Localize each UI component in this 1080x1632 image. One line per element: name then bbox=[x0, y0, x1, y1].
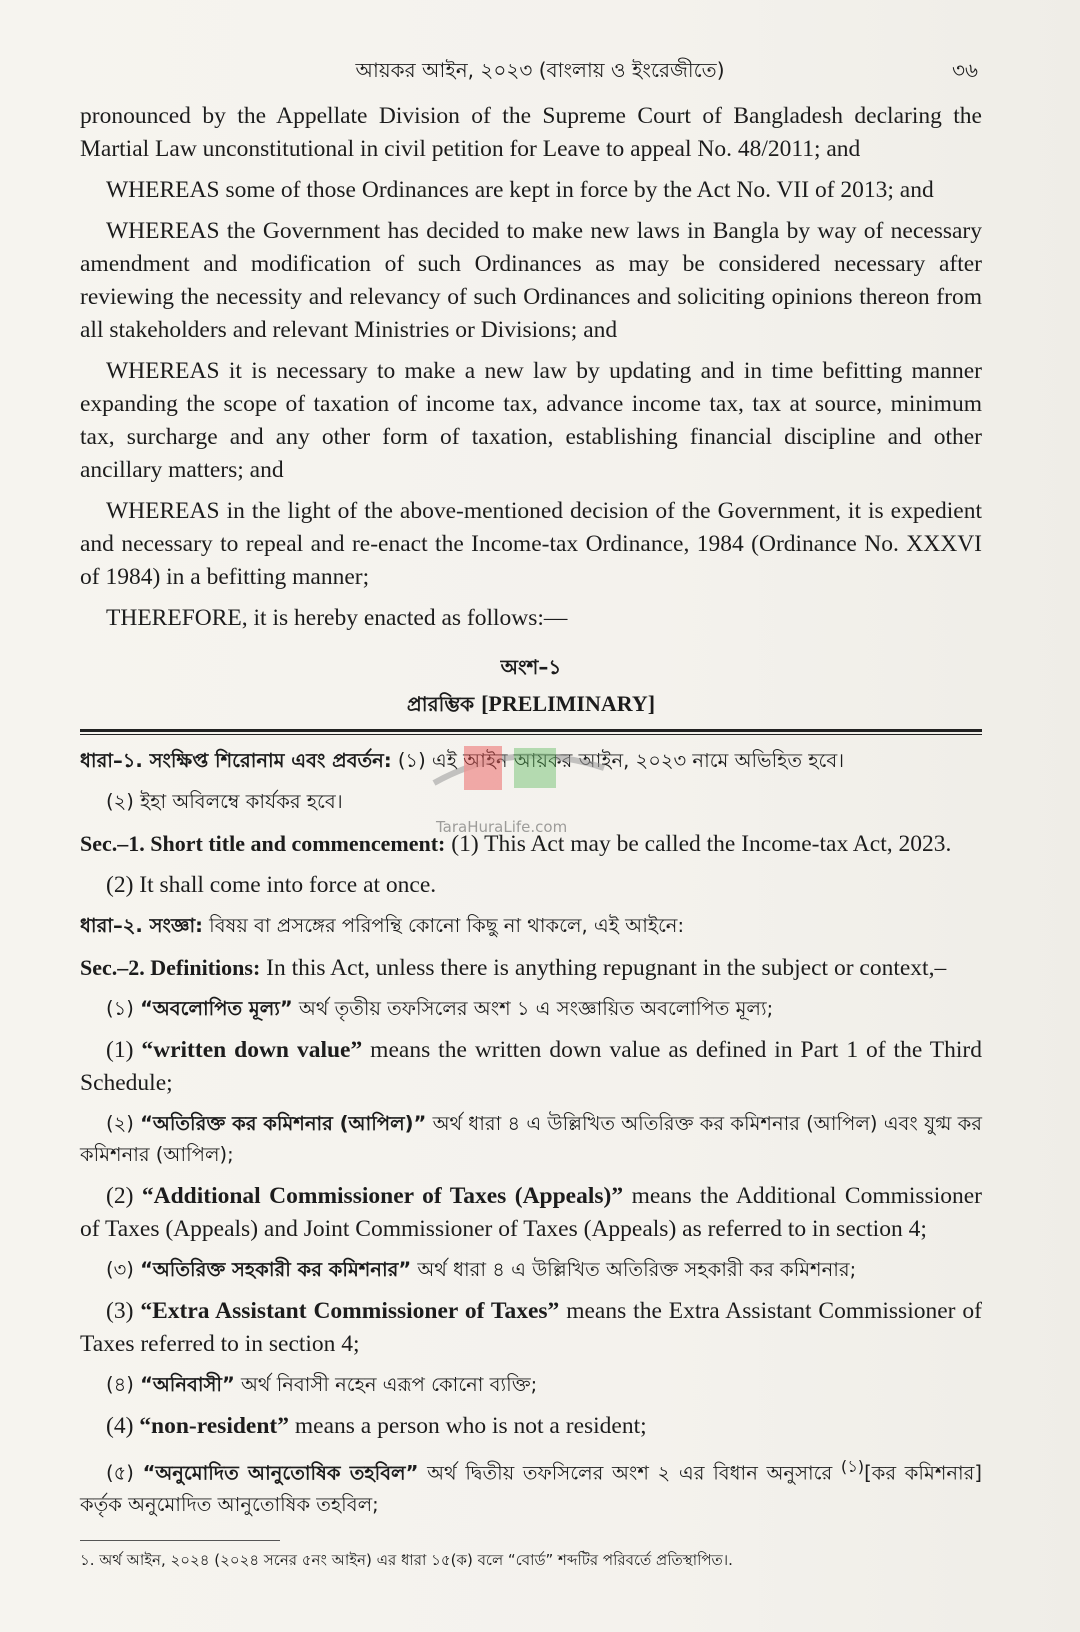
definition-text: অর্থ তৃতীয় তফসিলের অংশ ১ এ সংজ্ঞায়িত অবলোপিত মূল্য; bbox=[292, 997, 774, 1020]
section-2-en bbox=[80, 951, 982, 985]
definition-4-en bbox=[80, 1410, 982, 1443]
footnote-marker: (১) bbox=[840, 1457, 865, 1476]
footnote: ১. অর্থ আইন, ২০২৪ (২০২৪ সনের ৫নং আইন) এর ধারা ১৫(ক) বলে “বোর্ড” শব্দটির পরিবর্তে প্রতিস্থাপিত।. bbox=[80, 1550, 733, 1569]
definition-number: (৩) bbox=[106, 1258, 141, 1281]
definition-number: (২) bbox=[106, 1112, 141, 1135]
definition-number: (4) bbox=[106, 1413, 140, 1439]
definition-number: (3) bbox=[106, 1298, 141, 1324]
definition-term: “অনুমোদিত আনুতোষিক তহবিল” bbox=[142, 1461, 419, 1485]
preamble-paragraph-2: WHEREAS some of those Ordinances are kept in force by the Act No. VII of 2013; and bbox=[106, 177, 934, 203]
section-1-bn-sub2: (২) ইহা অবিলম্বে কার্যকর হবে। bbox=[106, 790, 343, 813]
definition-number: (2) bbox=[106, 1183, 142, 1209]
definition-text: অর্থ ধারা ৪ এ উল্লিখিত অতিরিক্ত সহকারী কর কমিশনার; bbox=[411, 1258, 857, 1281]
amended-text: [কর কমিশনার] bbox=[864, 1461, 983, 1485]
watermark-red-block-icon bbox=[464, 746, 502, 790]
definition-text: অর্থ ধারা ৪ এ উল্লিখিত অতিরিক্ত কর কমিশনার (আপিল) এবং যুগ্ম কর কমিশনার (আপিল); bbox=[80, 1112, 982, 1166]
enacting-clause: THEREFORE, it is hereby enacted as follows:— bbox=[106, 605, 568, 631]
section-1-bn-text: (১) এই আইন আয়কর আইন, ২০২৩ নামে অভিহিত হবে। bbox=[391, 749, 845, 772]
definition-1-en bbox=[80, 1034, 982, 1100]
section-1-en-heading: Sec.–1. Short title and commencement: bbox=[80, 831, 446, 856]
definition-term: “অতিরিক্ত কর কমিশনার (আপিল)” bbox=[140, 1112, 427, 1135]
definition-3-en bbox=[80, 1295, 982, 1361]
definition-4-bn bbox=[80, 1369, 982, 1400]
section-1-en-text: (1) This Act may be called the Income-tax Act, 2023. bbox=[445, 831, 952, 857]
section-2-bn-heading: ধারা–২. সংজ্ঞা: bbox=[80, 914, 203, 937]
watermark-green-block-icon bbox=[514, 748, 556, 788]
definition-text: অর্থ দ্বিতীয় তফসিলের অংশ ২ এর বিধান অনুসারে bbox=[418, 1461, 841, 1485]
definition-term: “non-resident” bbox=[139, 1413, 290, 1439]
definition-number: (১) bbox=[106, 997, 141, 1020]
definition-term: “অতিরিক্ত সহকারী কর কমিশনার” bbox=[140, 1258, 412, 1281]
section-2-en-text: In this Act, unless there is anything repugnant in the subject or context,– bbox=[260, 955, 947, 981]
definition-2-en bbox=[80, 1180, 982, 1246]
definition-5-bn bbox=[80, 1451, 982, 1520]
part-number: অংশ–১ bbox=[500, 655, 562, 679]
definition-term: “অবলোপিত মূল্য” bbox=[140, 997, 293, 1020]
definition-term: “Extra Assistant Commissioner of Taxes” bbox=[140, 1298, 560, 1324]
preamble-paragraph-1: pronounced by the Appellate Division of the Supreme Court of Bangladesh declaring the Martial Law unconstitutional in civil petition for Leave to appeal No. 48/2011; and bbox=[80, 103, 982, 162]
definition-text: অর্থ নিবাসী নহেন এরূপ কোনো ব্যক্তি; bbox=[234, 1373, 538, 1396]
definition-text: means the Extra Assistant Commissioner of Taxes referred to in section 4; bbox=[80, 1298, 982, 1357]
part-title-bn: প্রারম্ভিক bbox=[406, 692, 475, 716]
preamble-paragraph-4: WHEREAS it is necessary to make a new law by updating and in time befitting manner expanding the scope of taxation of income tax, advance income tax, tax at source, minimum tax, surcharge and any other form of taxation, establishing financial discipline and other ancillary matters; and bbox=[80, 358, 982, 483]
page-number: ৩৬ bbox=[952, 58, 979, 82]
definition-text: কর্তৃক অনুমোদিত আনুতোষিক তহবিল; bbox=[80, 1492, 379, 1516]
definition-1-bn bbox=[80, 993, 982, 1024]
watermark-logo bbox=[414, 728, 614, 848]
section-1-bn-heading: ধারা–১. সংক্ষিপ্ত শিরোনাম এবং প্রবর্তন: bbox=[80, 749, 392, 772]
definition-term: “অনিবাসী” bbox=[140, 1373, 235, 1396]
definition-number: (৪) bbox=[106, 1373, 141, 1396]
definition-3-bn bbox=[80, 1254, 982, 1285]
part-title bbox=[80, 690, 982, 723]
section-2-en-heading: Sec.–2. Definitions: bbox=[80, 955, 261, 980]
definition-term: “Additional Commissioner of Taxes (Appeals)” bbox=[141, 1183, 624, 1209]
definition-number: (1) bbox=[106, 1037, 142, 1063]
definition-2-bn bbox=[80, 1108, 982, 1170]
footnote-divider bbox=[80, 1540, 280, 1541]
section-1-en-sub2: (2) It shall come into force at once. bbox=[106, 872, 437, 898]
running-title: আয়কর আইন, ২০২৩ (বাংলায় ও ইংরেজীতে) bbox=[355, 58, 725, 82]
definition-term: “written down value” bbox=[141, 1037, 363, 1063]
definition-text: means the written down value as defined in Part 1 of the Third Schedule; bbox=[80, 1037, 982, 1096]
part-title-en: [PRELIMINARY] bbox=[481, 691, 656, 716]
definition-number: (৫) bbox=[106, 1461, 143, 1485]
preamble-paragraph-5: WHEREAS in the light of the above-mentioned decision of the Government, it is expedient and necessary to repeal and re-enact the Income-tax Ordinance, 1984 (Ordinance No. XXXVI of 1984) in a befitting manner; bbox=[80, 498, 982, 590]
definition-text: means the Additional Commissioner of Taxes (Appeals) and Joint Commissioner of Taxes (Appeals) as referred to in section 4; bbox=[80, 1183, 982, 1242]
preamble-paragraph-3: WHEREAS the Government has decided to make new laws in Bangla by way of necessary amendment and modification of such Ordinances as may be considered necessary after reviewing the necessity and relevancy of such Ordinances and soliciting opinions thereon from all stakeholders and relevant Ministries or Divisions; and bbox=[80, 218, 982, 343]
watermark-text: TaraHuraLife.com bbox=[436, 818, 568, 836]
section-2-bn bbox=[80, 910, 982, 941]
definition-text: means a person who is not a resident; bbox=[289, 1413, 647, 1439]
section-2-bn-text: বিষয় বা প্রসঙ্গের পরিপন্থি কোনো কিছু না থাকলে, এই আইনে: bbox=[202, 914, 685, 937]
